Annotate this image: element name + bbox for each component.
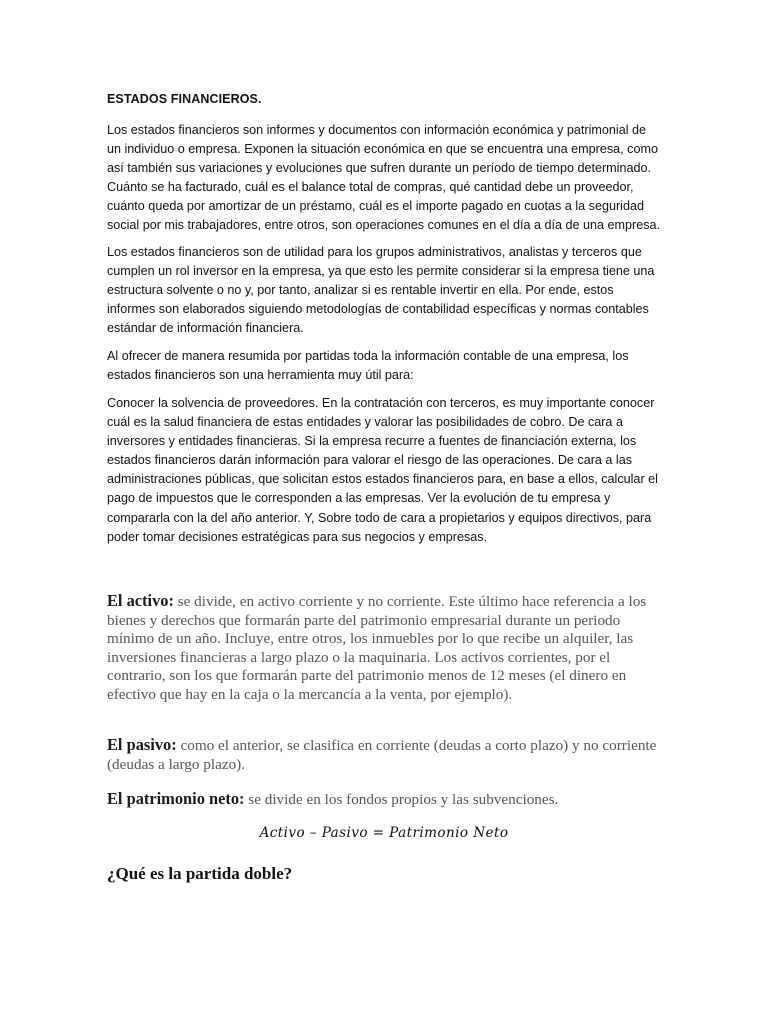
accounting-equation: Activo – Pasivo = Patrimonio Neto xyxy=(259,825,509,841)
paragraph-summary: Al ofrecer de manera resumida por partidas toda la información contable de una empresa, los estados financieros son una herramienta muy útil para: xyxy=(107,349,629,383)
paragraph-utility: Los estados financieros son de utilidad para los grupos administrativos, analistas y terceros que cumplen un rol inversor en la empresa, ya que esto les permite considerar si la empresa tiene una estructura solvente o no y, por tanto, analizar si es rentable invertir en ella. Por ende, estos informes son elaborados siguiendo metodologías de contabilidad específicas y normas contables estándar de información financiera. xyxy=(107,245,655,336)
definition-term-patrimonio: El patrimonio neto: xyxy=(107,789,245,808)
definition-term-activo: El activo: xyxy=(107,591,174,610)
definition-text-pasivo: como el anterior, se clasifica en corriente (deudas a corto plazo) y no corriente (deudas a largo plazo). xyxy=(107,737,657,773)
paragraph-uses: Conocer la solvencia de proveedores. En la contratación con terceros, es muy importante conocer cuál es la salud financiera de estas entidades y valorar las posibilidades de cobro. De cara a inversores y entidades financieras. Si la empresa recurre a fuentes de financiación externa, los estados financieros darán información para valorar el riesgo de las operaciones. De cara a las administraciones públicas, que solicitan estos estados financieros para, en base a ellos, calcular el pago de impuestos que le corresponden a las empresas. Ver la evolución de tu empresa y compararla con la del año anterior. Y, Sobre todo de cara a propietarios y equipos directivos, para poder tomar decisiones estratégicas para sus negocios y empresas. xyxy=(107,396,658,544)
paragraph-intro: Los estados financieros son informes y documentos con información económica y patrimonial de un individuo o empresa. Exponen la situación económica en que se encuentra una empresa, como así también sus variaciones y evoluciones que sufren durante un período de tiempo determinado. Cuánto se ha facturado, cuál es el balance total de compras, qué cantidad debe un proveedor, cuánto queda por amortizar de un préstamo, cuál es el importe pagado en cuotas a la seguridad social por mis trabajadores, entre otros, son operaciones comunes en el día a día de una empresa. xyxy=(107,123,661,233)
section-heading-partida-doble: ¿Qué es la partida doble? xyxy=(107,864,293,883)
definition-text-activo: se divide, en activo corriente y no corriente. Este último hace referencia a los bienes y derechos que formarán parte del patrimonio empresarial durante un periodo mínimo de un año. Incluye, entre otros, los inmuebles por lo que recibe un alquiler, las inversiones financieras a largo plazo o la maquinaria. Los activos corrientes, por el contrario, son los que formarán parte del patrimonio menos de 12 meses (el dinero en efectivo que hay en la caja o la mercancía a la venta, por ejemplo). xyxy=(107,593,647,703)
definition-patrimonio xyxy=(107,790,663,810)
definition-text-patrimonio: se divide en los fondos propios y las subvenciones. xyxy=(244,791,559,808)
document-title: ESTADOS FINANCIEROS. xyxy=(107,92,262,106)
definition-activo xyxy=(107,592,663,705)
definition-pasivo xyxy=(107,736,663,774)
definition-term-pasivo: El pasivo: xyxy=(107,735,177,754)
